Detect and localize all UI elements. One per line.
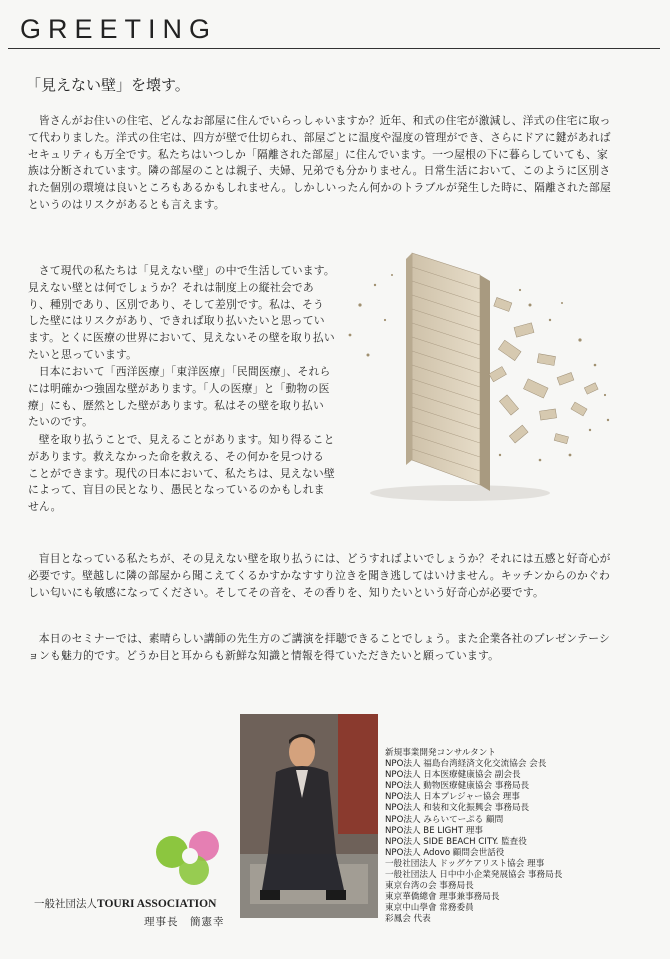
association-logo: [150, 822, 230, 894]
breaking-wall-image: [340, 245, 620, 510]
paragraph-five-senses: 盲目となっている私たちが、その見えない壁を取り払うには、どうすればよいでしょうか？それには五感と好奇心が必要です。壁越しに隣の部屋から聞こえてくるかすかなすすり泣きを聞き逃してはいけません。キッチンからのかぐわしい匂いにも敏感になってください。そしてその音を、その香りを、知りたいという好奇心が必要です。: [28, 552, 611, 599]
president-name: 理事長 簡憲幸: [144, 916, 225, 928]
role-item: 新規事業開発コンサルタント: [385, 748, 496, 758]
role-item: NPO法人 SIDE BEACH CITY. 監査役: [385, 836, 527, 847]
role-item: 東京華僑總會 理事兼事務局長: [385, 892, 500, 903]
greeting-subtitle: 「見えない壁」を壊す。: [26, 76, 190, 94]
role-item: NPO法人 日本医療健康協会 副会長: [385, 770, 521, 781]
role-item: NPO法人 BE LIGHT 理事: [385, 825, 483, 836]
organization-prefix: 一般社団法人: [34, 898, 97, 910]
role-item: NPO法人 福島台湾経済文化交流協会 会長: [385, 759, 547, 770]
paragraph-remove-walls: 壁を取り払うことで、見えることがあります。知り得ることがあります。救えなかった命を救える、その何かを見つけることができます。現代の日本において、私たちは、見えない壁によって、盲目の民となり、愚民となっているのかもしれません。: [28, 433, 335, 514]
role-item: 一般社団法人 ドッグケアリスト協会 理事: [385, 858, 545, 869]
role-item: 東京中山學會 常務委員: [385, 903, 474, 914]
role-item: NPO法人 みらいてーぷる 顧問: [385, 814, 504, 825]
paragraph-medicine-walls: 日本において「西洋医療」「東洋医療」「民間医療」、それらには明確かつ強固な壁があります。「人の医療」と「動物の医療」にも、歴然とした壁があります。私はその壁を取り払いたいのです。: [28, 365, 331, 429]
organization-name: [34, 896, 216, 911]
paragraph-seminar: 本日のセミナーでは、素晴らしい講師の先生方のご講演を拝聴できることでしょう。また企業各社のプレゼンテーションも魅力的です。どうか目と耳からも新鮮な知識と情報を得ていただきたいと願っています。: [28, 632, 610, 662]
page-title: GREETING: [20, 14, 218, 44]
paragraph-invisible-wall: さて現代の私たちは「見えない壁」の中で生活しています。見えない壁とは何でしょうか？それは制度上の縦社会であり、種別であり、区別であり、そして差別です。私は、そうした壁にはリスクがあり、できれば取り払いたいと思っています。とくに医療の世界において、見えないその壁を取り払いたいと思っています。: [28, 264, 335, 361]
role-item: NPO法人 和装和文化振興会 事務局長: [385, 803, 530, 814]
role-item: NPO法人 動物医療健康協会 事務局長: [385, 781, 530, 792]
paragraph-intro: 皆さんがお住いの住宅、どんなお部屋に住んでいらっしゃいますか？近年、和式の住宅が激減し、洋式の住宅に取って代わりました。洋式の住宅は、四方が壁で仕切られ、部屋ごとに温度や湿度の管理ができ、さらにドアに鍵があればセキュリティも万全です。私たちはいつしか「隔離された部屋」に住んでいます。一つ屋根の下に暮らしていても、家族は分断されています。隣の部屋のことは親子、夫婦、兄弟でも分かりません。日常生活において、このように区別された個別の環境は良いところもあるかもしれません。しかしいったん何かのトラブルが発生した時に、隔離された部屋というのはリスクがあるとも言えます。: [28, 114, 612, 211]
role-item: 彩鳳会 代表: [385, 914, 431, 925]
title-divider: [8, 48, 660, 49]
organization-name-en: TOURI ASSOCIATION: [97, 898, 217, 910]
role-item: NPO法人 Adovo 顧問会世話役: [385, 847, 505, 858]
president-photo: [240, 714, 378, 918]
president-roles-list: [385, 748, 562, 926]
role-item: 一般社団法人 日中中小企業発展協会 事務局長: [385, 870, 563, 881]
role-item: 東京台湾の会 事務局長: [385, 881, 474, 892]
role-item: NPO法人 日本プレジャー協会 理事: [385, 792, 520, 803]
